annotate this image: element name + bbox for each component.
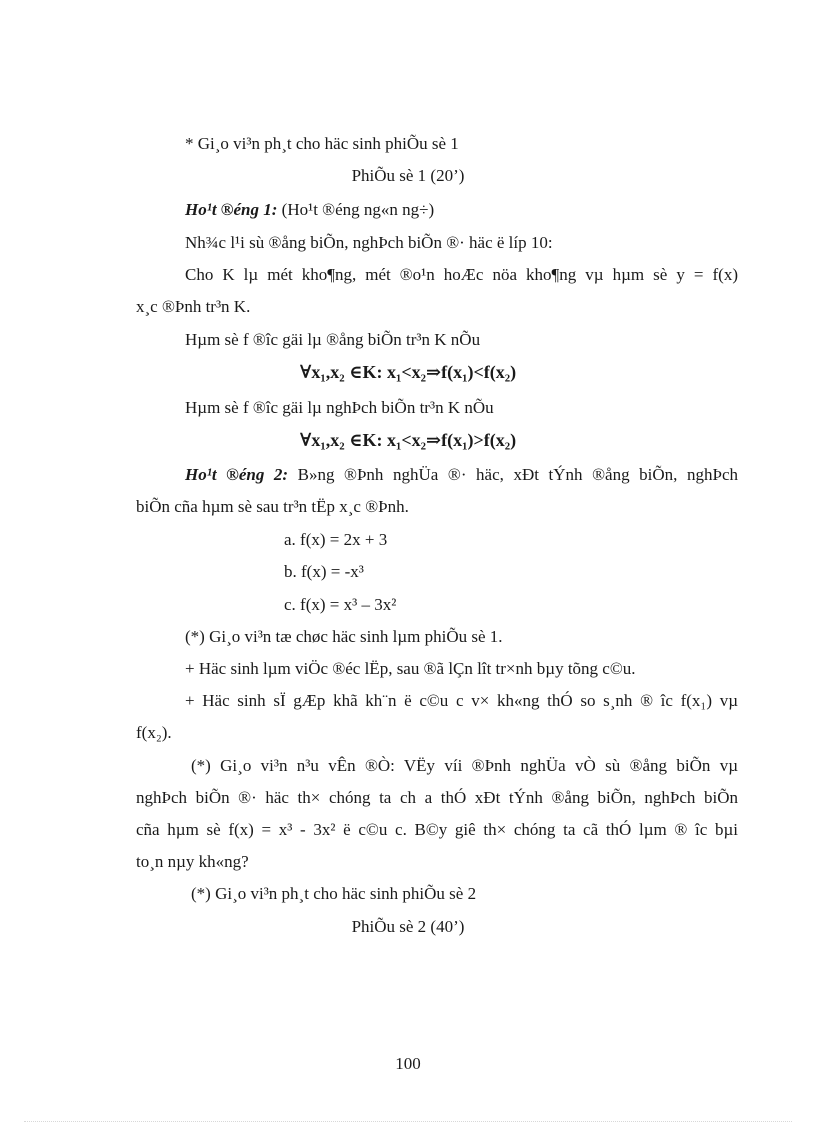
text-line-10: biÕn cña hµm sè sau tr³n tËp x¸c ®Þnh.: [136, 497, 409, 516]
activity-2-desc: B»ng ®Þnh nghÜa ®· häc, xÐt tÝnh ®ång biÕn, nghÞch: [288, 465, 738, 484]
text-line-14: f(x₂).: [136, 723, 172, 742]
text-line-12: + Häc sinh lµm viÖc ®éc lËp, sau ®ã lÇn lît tr×nh bµy tõng c©u.: [185, 659, 636, 678]
text-line-6: x¸c ®Þnh tr³n K.: [136, 297, 251, 316]
page-bottom-divider: [24, 1121, 792, 1122]
text-line-16: nghÞch biÕn ®· häc th× chóng ta ch a thÓ xÐt tÝnh ®ång biÕn, nghÞch biÕn: [136, 788, 738, 807]
text-line-11: (*) Gi¸o vi³n tæ chøc häc sinh lµm phiÕu sè 1.: [185, 627, 503, 646]
activity-2-label: Ho¹t ®éng 2:: [185, 465, 289, 484]
text-line-18: to¸n nµy kh«ng?: [136, 852, 249, 871]
text-line-4: Nh¾c l¹i sù ®ång biÕn, nghÞch biÕn ®· häc ë líp 10:: [185, 233, 553, 252]
text-line-19: (*) Gi¸o vi³n ph¸t cho häc sinh phiÕu sè 2: [191, 884, 477, 903]
text-line-15: (*) Gi¸o vi³n n³u vÊn ®Ò: VËy víi ®Þnh nghÜa vÒ sù ®ång biÕn vµ: [191, 756, 738, 775]
text-line-17: cña hµm sè f(x) = x³ - 3x² ë c©u c. B©y giê th× chóng ta cã thÓ lµm ® îc bµi: [136, 820, 738, 839]
exercise-b: b. f(x) = -x³: [284, 562, 364, 581]
text-line-1: * Gi¸o vi³n ph¸t cho häc sinh phiÕu sè 1: [185, 134, 459, 153]
text-line-13: + Häc sinh sÏ gÆp khã kh¨n ë c©u c v× kh«ng thÓ so s¸nh ® îc f(x₁) vµ: [185, 691, 738, 710]
worksheet-1-title: PhiÕu sè 1 (20’): [351, 166, 465, 185]
formula-decreasing: ∀x₁,x₂ ∈K: x₁<x₂⇒f(x₁)>f(x₂): [299, 430, 517, 450]
text-line-7: Hµm sè f ®îc gäi lµ ®ång biÕn tr³n K nÕu: [185, 330, 481, 349]
worksheet-2-title: PhiÕu sè 2 (40’): [351, 917, 465, 936]
activity-1-label: Ho¹t ®éng 1:: [185, 200, 278, 219]
formula-increasing: ∀x₁,x₂ ∈K: x₁<x₂⇒f(x₁)<f(x₂): [299, 362, 517, 382]
text-line-5: Cho K lµ mét kho¶ng, mét ®o¹n hoÆc nöa kho¶ng vµ hµm sè y = f(x): [185, 265, 738, 284]
exercise-a: a. f(x) = 2x + 3: [284, 530, 388, 549]
activity-1-heading: [185, 199, 434, 221]
text-line-8: Hµm sè f ®îc gäi lµ nghÞch biÕn tr³n K nÕu: [185, 398, 494, 417]
activity-2-heading: [185, 464, 738, 486]
activity-1-desc: (Ho¹t ®éng ng«n ng÷): [277, 200, 435, 219]
exercise-c: c. f(x) = x³ – 3x²: [284, 595, 397, 614]
page-number: 100: [395, 1054, 421, 1073]
